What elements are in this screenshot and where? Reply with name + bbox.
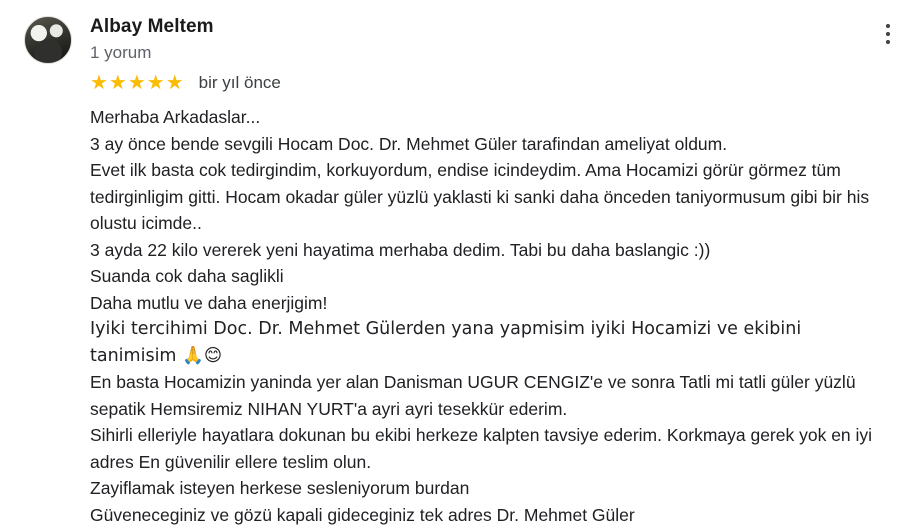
dot [886,40,890,44]
review-paragraph: Evet ilk basta cok tedirgindim, korkuyordum, endise icindeydim. Ama Hocamizi görür görmez tüm tedirginligim gitti. Hocam okadar güler yüzlü yaklasti ki sanki daha önceden taniyormusum gibi bir his olustu icimde.. [90,157,890,237]
star-rating: ★★★★★ [90,72,185,94]
review-header [24,14,896,64]
rating-row [90,72,896,94]
dot [886,32,890,36]
review-timestamp: bir yıl önce [199,72,281,94]
review-paragraph: Suanda cok daha saglikli [90,263,890,290]
review-text [90,104,890,528]
review-paragraph: En basta Hocamizin yaninda yer alan Danisman UGUR CENGIZ'e ve sonra Tatli mi tatli güler yüzlü sepatik Hemsiremiz NIHAN YURT'a ayri ayri tesekkür ederim. [90,369,890,422]
dot [886,24,890,28]
author-block [90,14,214,64]
review-paragraph: Güveneceginiz ve gözü kapali gideceginiz tek adres Dr. Mehmet Güler [90,502,890,528]
more-vertical-icon[interactable] [886,24,890,44]
review-paragraph: 3 ay önce bende sevgili Hocam Doc. Dr. Mehmet Güler tarafindan ameliyat oldum. [90,131,890,158]
review-paragraph: Merhaba Arkadaslar... [90,104,890,131]
review-paragraph: Daha mutlu ve daha enerjigim! [90,290,890,317]
review-count: 1 yorum [90,42,214,64]
author-name: Albay Meltem [90,15,214,38]
review-paragraph: Sihirli elleriyle hayatlara dokunan bu ekibi herkeze kalpten tavsiye ederim. Korkmaya gerek yok en iyi adres En güvenilir ellere teslim olun. [90,422,890,475]
review-paragraph: 3 ayda 22 kilo vererek yeni hayatima merhaba dedim. Tabi bu daha baslangic :)) [90,237,890,264]
review-paragraph: Zayiflamak isteyen herkese sesleniyorum burdan [90,475,890,502]
avatar [24,16,72,64]
review-paragraph: Iyiki tercihimi Doc. Dr. Mehmet Gülerden yana yapmisim iyiki Hocamizi ve ekibini tanimisim 🙏😊 [90,316,890,369]
